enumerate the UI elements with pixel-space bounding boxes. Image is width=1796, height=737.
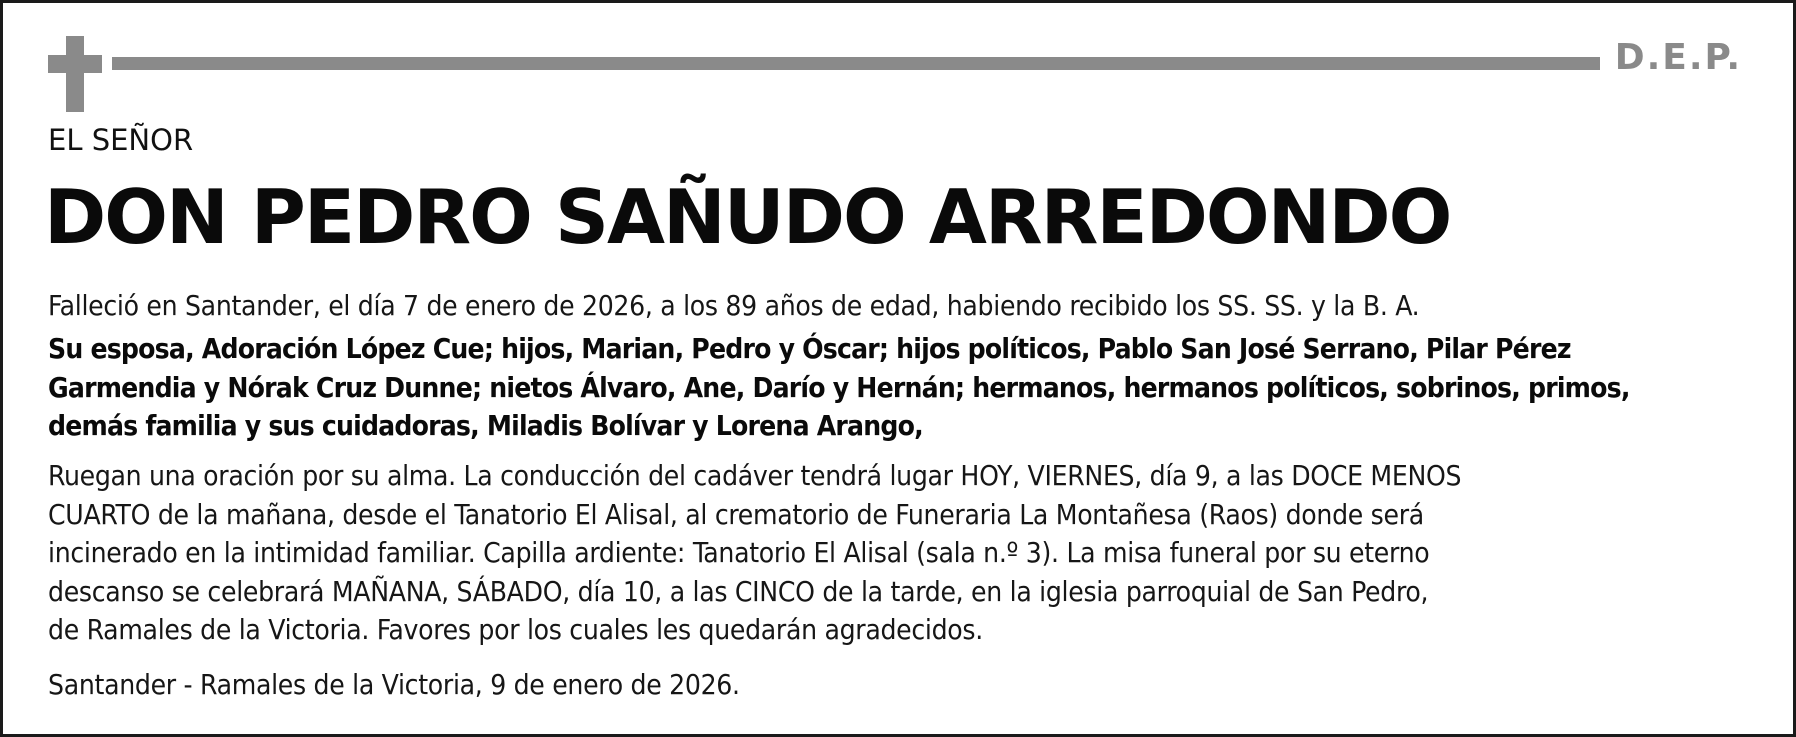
- family-line: Garmendia y Nórak Cruz Dunne; nietos Álvaro, Ane, Darío y Hernán; hermanos, hermanos políticos, sobrinos, primos,: [48, 370, 1630, 404]
- dep-label: D.E.P.: [1614, 37, 1742, 78]
- family-line: demás familia y sus cuidadoras, Miladis Bolívar y Lorena Arango,: [48, 409, 923, 442]
- honorific: EL SEÑOR: [48, 123, 194, 157]
- funeral-details-line: de Ramales de la Victoria. Favores por los cuales les quedarán agradecidos.: [48, 613, 983, 646]
- funeral-details-line: incinerado en la intimidad familiar. Capilla ardiente: Tanatorio El Alisal (sala n.º 3). La misa funeral por su eterno: [48, 536, 1430, 569]
- death-announcement: Falleció en Santander, el día 7 de enero de 2026, a los 89 años de edad, habiendo recibido los SS. SS. y la B. A.: [48, 289, 1420, 322]
- header-rule: [112, 57, 1600, 70]
- place-date-signature: Santander - Ramales de la Victoria, 9 de enero de 2026.: [48, 668, 740, 701]
- family-line: Su esposa, Adoración López Cue; hijos, Marian, Pedro y Óscar; hijos políticos, Pablo San José Serrano, Pilar Pérez: [48, 332, 1571, 365]
- cross-icon: [48, 36, 102, 112]
- funeral-details-line: Ruegan una oración por su alma. La conducción del cadáver tendrá lugar HOY, VIERNES, día 9, a las DOCE MENOS: [48, 459, 1462, 492]
- deceased-name: DON PEDRO SAÑUDO ARREDONDO: [44, 173, 1451, 261]
- funeral-details: [48, 457, 1748, 650]
- family-list: [48, 330, 1748, 446]
- funeral-details-line: descanso se celebrará MAÑANA, SÁBADO, día 10, a las CINCO de la tarde, en la iglesia parroquial de San Pedro,: [48, 574, 1429, 608]
- funeral-details-line: CUARTO de la mañana, desde el Tanatorio El Alisal, al crematorio de Funeraria La Montañesa (Raos) donde será: [48, 497, 1424, 531]
